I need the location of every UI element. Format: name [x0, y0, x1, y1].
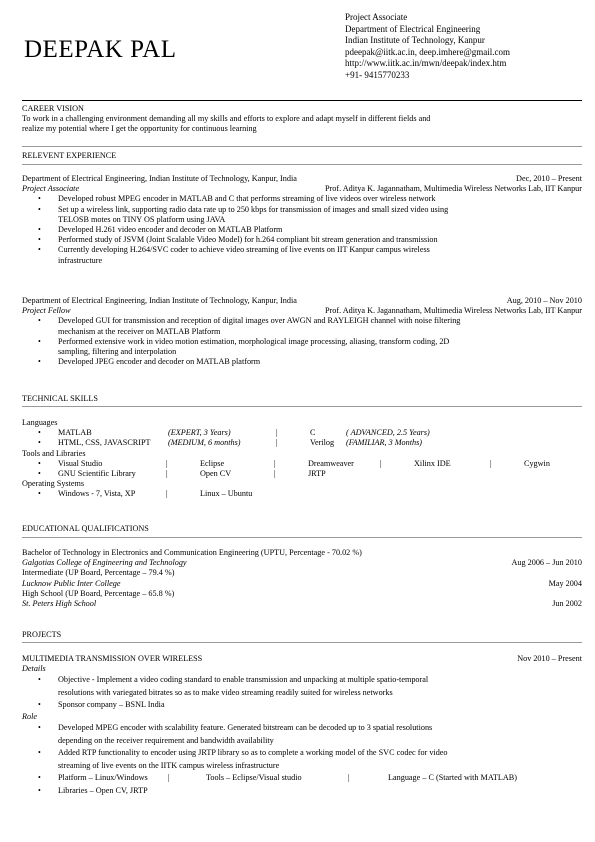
- section-divider: [22, 164, 582, 165]
- education-school: Galgotias College of Engineering and Technology: [22, 558, 187, 568]
- list-item: • Platform – Linux/Windows | Tools – Eclipse/Visual studio | Language – C (Started with MATLAB): [22, 772, 582, 785]
- education-school: St. Peters High School: [22, 599, 97, 609]
- education-degree: Intermediate (UP Board, Percentage – 79.4 %): [22, 568, 175, 578]
- education-dates: Aug 2006 – Jun 2010: [511, 558, 582, 568]
- list-item: • Developed robust MPEG encoder in MATLAB and C that performs streaming of live videos over wireless network: [22, 194, 582, 204]
- list-item: • Libraries – Open CV, JRTP: [22, 785, 582, 798]
- education-degree: High School (UP Board, Percentage – 65.8 %): [22, 588, 175, 598]
- header-divider: [22, 100, 582, 101]
- list-item: • Windows - 7, Vista, XP | Linux – Ubuntu: [22, 489, 582, 499]
- list-item: • Set up a wireless link, supporting radio data rate up to 250 kbps for transmission of images and small sized video using TELOSB motes on TINY OS platform using JAVA: [22, 205, 582, 225]
- experience-section: [22, 151, 582, 161]
- list-item: • Visual Studio | Eclipse | Dreamweaver | Xilinx IDE | Cygwin: [22, 459, 582, 469]
- job-org: Department of Electrical Engineering, Indian Institute of Technology, Kanpur, India: [22, 174, 297, 183]
- section-divider: [22, 537, 582, 538]
- section-divider: [22, 406, 582, 407]
- skills-label-tools: Tools and Libraries: [22, 448, 86, 458]
- education-body: [22, 548, 582, 609]
- job-role: Project Associate: [22, 184, 80, 194]
- education-degree: Bachelor of Technology in Electronics and Communication Engineering (UPTU, Percentage - 70.02 %): [22, 548, 362, 557]
- list-item: • HTML, CSS, JAVASCRIPT (MEDIUM, 6 months) | Verilog (FAMILIAR, 3 Months): [22, 438, 582, 448]
- job-supervisor: Prof. Aditya K. Jagannatham, Multimedia Wireless Networks Lab, IIT Kanpur: [325, 184, 582, 194]
- project-dates: Nov 2010 – Present: [517, 654, 582, 663]
- contact-website[interactable]: http://www.iitk.ac.in/mwn/deepak/index.htm: [345, 58, 507, 68]
- list-item: • Objective - Implement a video coding standard to enable transmission and unpacking at multiple spatio-temporal resolutions with variegated bitrates so as to make video streaming readily suited for wireless networks: [22, 674, 582, 699]
- list-item: • GNU Scientific Library | Open CV | JRTP: [22, 469, 582, 479]
- education-school: Lucknow Public Inter College: [22, 578, 121, 588]
- contact-institute: Indian Institute of Technology, Kanpur: [345, 35, 485, 45]
- list-item: • Developed H.261 video encoder and decoder on MATLAB Platform: [22, 225, 582, 235]
- section-heading: CAREER VISION: [22, 104, 84, 113]
- list-item: • Currently developing H.264/SVC coder to achieve video streaming of live events on IIT Kanpur campus wireless infrastructure: [22, 245, 582, 265]
- education-section: [22, 524, 582, 534]
- skills-label-languages: Languages: [22, 418, 58, 427]
- contact-email[interactable]: pdeepak@iitk.ac.in, deep.imhere@gmail.com: [345, 46, 511, 57]
- job-entry: [22, 296, 582, 367]
- career-text-line: realize my potential where I get the opportunity for continuous learning: [22, 124, 257, 134]
- career-text-line: To work in a challenging environment demanding all my skills and efforts to explore and adapt myself in different fields and: [22, 114, 431, 124]
- job-supervisor: Prof. Aditya K. Jagannatham, Multimedia Wireless Networks Lab, IIT Kanpur: [325, 306, 582, 316]
- list-item: • MATLAB (EXPERT, 3 Years) | C ( ADVANCED, 2.5 Years): [22, 428, 582, 438]
- section-heading: PROJECTS: [22, 630, 62, 639]
- job-org: Department of Electrical Engineering, Indian Institute of Technology, Kanpur, India: [22, 296, 297, 305]
- project-role-label: Role: [22, 711, 38, 721]
- section-divider: [22, 146, 582, 147]
- skills-label-os: Operating Systems: [22, 479, 85, 489]
- project-title: MULTIMEDIA TRANSMISSION OVER WIRELESS: [22, 654, 203, 663]
- skills-body: [22, 418, 582, 500]
- contact-department: Department of Electrical Engineering: [345, 23, 481, 34]
- list-item: • Performed extensive work in video motion estimation, morphological image processing, aliasing, transform coding, 2D sampling, filtering and interpolation: [22, 337, 582, 357]
- job-entry: [22, 174, 582, 266]
- list-item: • Sponsor company – BSNL India: [22, 699, 582, 712]
- contact-block: [345, 12, 510, 81]
- career-section: [22, 104, 582, 135]
- section-divider: [22, 642, 582, 643]
- job-dates: Dec, 2010 – Present: [516, 174, 582, 183]
- project-entry: [22, 654, 582, 797]
- project-details-label: Details: [22, 664, 46, 674]
- education-dates: Jun 2002: [552, 599, 582, 609]
- list-item: • Performed study of JSVM (Joint Scalable Video Model) for h.264 compliant bit stream generation and transmission: [22, 235, 582, 245]
- section-heading: RELEVENT EXPERIENCE: [22, 151, 117, 160]
- list-item: • Developed MPEG encoder with scalability feature. Generated bitstream can be decoded up to 3 spatial resolutions depending on the receiver requirement and bandwidth availability: [22, 722, 582, 747]
- list-item: • Added RTP functionality to encoder using JRTP library so as to complete a working model of the SVC codec for video streaming of live events on the IITK campus wireless infrastructure: [22, 747, 582, 772]
- education-dates: May 2004: [548, 578, 582, 588]
- list-item: • Developed GUI for transmission and reception of digital images over AWGN and RAYLEIGH channel with noise filtering mechanism at the receiver on MATLAB Platform: [22, 316, 582, 336]
- section-heading: EDUCATIONAL QUALIFICATIONS: [22, 524, 149, 533]
- contact-title: Project Associate: [345, 12, 408, 22]
- list-item: • Developed JPEG encoder and decoder on MATLAB platform: [22, 357, 582, 367]
- job-dates: Aug, 2010 – Nov 2010: [506, 296, 582, 305]
- skills-section: [22, 394, 582, 404]
- section-heading: TECHNICAL SKILLS: [22, 394, 98, 403]
- candidate-name: DEEPAK PAL: [24, 36, 177, 63]
- projects-section: [22, 630, 582, 640]
- contact-phone: +91- 9415770233: [345, 69, 410, 80]
- job-role: Project Fellow: [22, 306, 71, 316]
